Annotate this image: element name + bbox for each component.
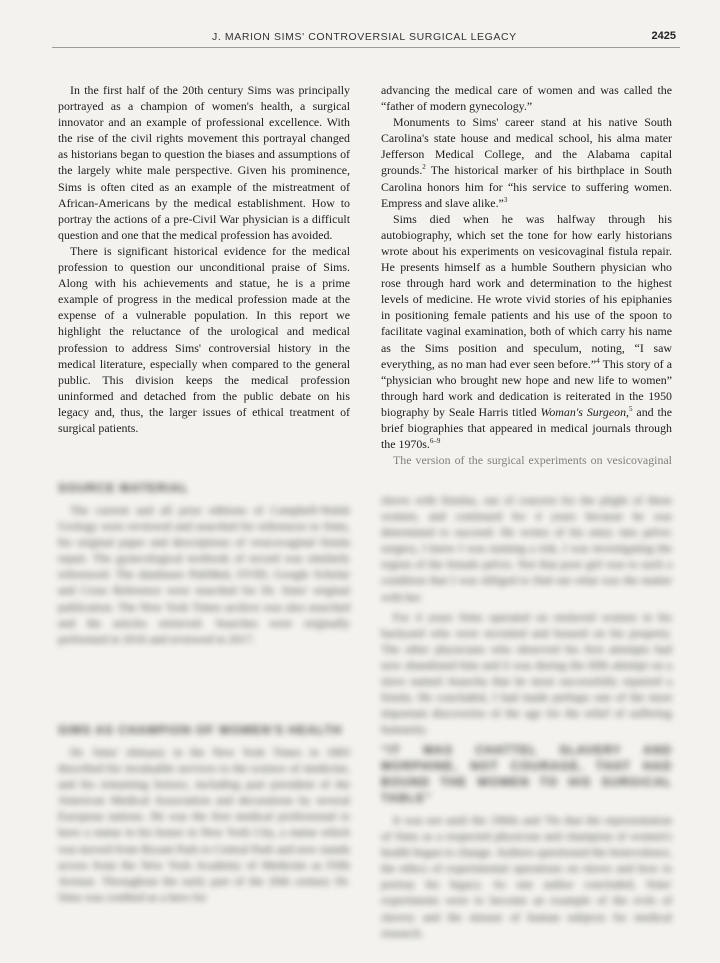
paragraph-sims-portrayal: In the first half of the 20th century Sims was principally portrayed as a champion of women's health, a surgical innovator and an example of professional excellence. With the rise of the civil rights movement this portrayal changed as historians began to question the biases and assumptions of the largely white male perspective. Given his prominence, Sims is often cited as an example of the mistreatment of African-Americans by the medical establishment. How to portray the actions of a pre-Civil War physician is a difficult question and one that the medical profession has avoided. (58, 83, 350, 242)
blurred-left-section-1 (58, 480, 350, 651)
blurred-paragraph: Dr. Sims' obituary in the New York Times in 1883 described his invaluable services to the science of medicine, and his remaining honors, including past president of the American Medical Association and decorations by several European nations. He was the first medical professional to have a statue in his honor in New York City, a statue which was moved from Bryant Park to Central Park and now stands across from the New York Academy of Medicine as Fifth Avenue. Throughout the early part of the 20th century Dr. Sims was credited as a hero for (58, 745, 350, 904)
blurred-left-section-2 (58, 722, 350, 909)
section-heading-champion: SIMS AS CHAMPION OF WOMEN'S HEALTH (58, 723, 343, 737)
citation: 5 (629, 404, 633, 413)
blurred-paragraph: For 4 years Sims operated on enslaved women in his backyard who were recruited and housed on his property. The other physicians who observed his first attempts had now abandoned him and it was during the fifth attempt on a slave named Anarcha that he most successfully repaired a fistula. He concluded, I had made perhaps one of the most important discoveries of the age for the relief of suffering humanity. (381, 609, 672, 737)
running-title: J. MARION SIMS' CONTROVERSIAL SURGICAL LEGACY (212, 31, 517, 43)
paragraph-autobiography: Sims died when he was halfway through his autobiography, which set the tone for how early historians wrote about his experiments on vesicovaginal fistula repair. He presents himself as a humble Southern physician who rose through hard work and determination to the highest levels of medicine. He wrote vivid stories of his epiphanies in positioning female patients and his use of the spoon to facilitate vaginal examination, both of which carry his name as the Sims position and speculum, noting, “I saw everything, as no man had ever seen before.”$^4$ This story of a “physician who brought new hope and new life to women” through hard work and dedication is reiterated in the 1950 biography by Seale Harris titled Woman's Surgeon,$^5$ and the brief biographies that appeared in medical journals through the 1970s.$^{6-9}$ (381, 211, 673, 452)
paragraph-historical-evidence: There is significant historical evidence for the medical profession to question our unconditional praise of Sims. Along with his achievements and statue, he is a prime example of progress in the medical profession made at the expense of a vulnerable population. In this report we highlight the reluctance of the urological and medical profession to address Sims' controversial history in the medical literature, especially when compared to the general public. This division keeps the medical profession uninformed and detached from the public debate on his legacy and, thus, the larger issues of ethical treatment of surgical patients. (58, 243, 350, 435)
section-heading-chattel-slavery: “IT WAS CHATTEL SLAVERY AND MORPHINE, NOT COURAGE, THAT HAD BOUND THE WOMEN TO HIS SURGICAL TABLE” (381, 743, 672, 805)
running-head (0, 0, 720, 48)
header-rule (52, 47, 680, 48)
citation: 3 (503, 195, 508, 204)
blurred-paragraph: slaves with fistulas, out of concern for the plight of these women, and continued for 4 years because he was determined to succeed. He writes of his entry into pelvic surgery, I knew I was running a risk, I was investigating the region of the female pelvis. Not that poor girl was to such a condition that I was obliged to find out what was the matter with her. (381, 493, 672, 604)
left-column (58, 82, 350, 436)
citation: 2 (422, 163, 426, 172)
blurred-paragraph: The current and all prior editions of Campbell-Walsh Urology were reviewed and searched for references to Sims, his original paper and descriptions of vesicovaginal fistula repair. The gynecological textbook of record was similarly referenced. The databases PubMed, OVID, Google Scholar and Cross Reference were searched for Dr. Sims' original publication. The New York Times archive was also searched and the articles retrieved. Searches were originally performed in 2016 and reviewed in 2017. (58, 503, 350, 646)
citation: 6–9 (429, 437, 441, 446)
blurred-paragraph: It was not until the 1960s and 70s that the representation of Sims as a respected physician and champion of women's health began to change. Authors questioned the benevolence, the ethics of experimental operations on slaves and how to portray his legacy. As one author concluded, Sims' experiments were to become an example of the evils of slavery and the misuse of human subjects for medical research. (381, 813, 672, 940)
paragraph-continued: advancing the medical care of women and was called the “father of modern gynecology.” (381, 83, 672, 114)
book-title: Woman's Surgeon, (540, 404, 630, 419)
blurred-right-section-1 (381, 492, 672, 741)
section-heading-source-material: SOURCE MATERIAL (58, 481, 189, 495)
blurred-right-section-2 (381, 742, 672, 945)
paragraph-monuments: Monuments to Sims' career stand at his native South Carolina's state house and medical school, his alma mater Jefferson Medical College, and the Alabama capital grounds.$^2$ The historical marker of his birthplace in South Carolina honors him for “his service to suffering women. Empress and slave alike.”$^3$ (381, 115, 672, 210)
page-number: 2425 (651, 30, 676, 42)
citation: 4 (596, 356, 600, 365)
paragraph-surgical-version: The version of the surgical experiments on vesicovaginal (393, 453, 672, 468)
right-column (381, 82, 672, 468)
